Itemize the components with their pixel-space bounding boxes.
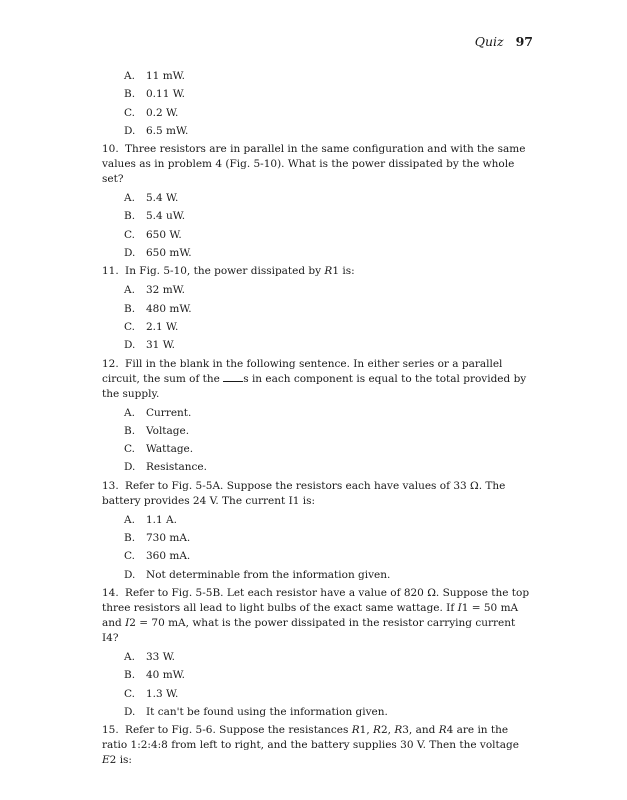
question-14: 14. Refer to Fig. 5-5B. Let each resistor have a value of 820 Ω. Suppose the top three resistors all lead to light bulbs of the exact same wattage. If I1 = 50 mA and I2 = 70 mA, what is the power dissipated in the resistor carrying current I4? <box>102 586 530 644</box>
option: A. 11 mW. <box>124 70 185 82</box>
option: A. 32 mW. <box>124 284 185 297</box>
option: D. 6.5 mW. <box>124 124 189 137</box>
option: D. 31 W. <box>124 339 175 352</box>
option: B. 40 mW. <box>124 669 185 682</box>
question-10: 10. Three resistors are in parallel in the same configuration and with the same values as in problem 4 (Fig. 5-10). What is the power dissipated by the whole set? <box>102 143 526 186</box>
option: A. Current. <box>124 406 192 419</box>
option: A. 1.1 A. <box>124 513 177 526</box>
fill-in-blank <box>223 372 243 382</box>
option: A. 33 W. <box>124 650 175 663</box>
option: C. 0.2 W. <box>124 106 179 119</box>
option: B. Voltage. <box>124 424 190 437</box>
option: C. 1.3 W. <box>124 687 179 700</box>
option: D. Not determinable from the information given. <box>124 568 391 581</box>
option: B. 0.11 W. <box>124 88 186 101</box>
option: D. Resistance. <box>124 461 207 474</box>
option: B. 480 mW. <box>124 302 192 315</box>
question-11: 11. In Fig. 5-10, the power dissipated by R1 is: <box>102 265 355 278</box>
question-13: 13. Refer to Fig. 5-5A. Suppose the resistors each have values of 33 Ω. The battery provides 24 V. The current I1 is: <box>102 479 506 507</box>
option: B. 730 mA. <box>124 532 191 545</box>
option: C. 360 mA. <box>124 550 191 563</box>
option: B. 5.4 uW. <box>124 210 186 223</box>
question-15: 15. Refer to Fig. 5-6. Suppose the resistances R1, R2, R3, and R4 are in the ratio 1:2:4:8 from left to right, and the battery supplies 30 V. Then the voltage E2 is: <box>102 724 519 767</box>
running-header <box>475 34 533 49</box>
option: C. 2.1 W. <box>124 320 179 333</box>
option: D. It can't be found using the information given. <box>124 705 388 718</box>
option: A. 5.4 W. <box>124 192 179 205</box>
header-title: Quiz <box>474 34 504 49</box>
option: C. Wattage. <box>124 443 194 456</box>
quiz-content <box>102 69 532 772</box>
page-number: 97 <box>515 34 533 49</box>
question-12: 12. Fill in the blank in the following sentence. In either series or a parallel circuit, the sum of the s in each component is equal to the total provided by the supply. <box>102 357 527 400</box>
option: C. 650 W. <box>124 228 182 241</box>
option: D. 650 mW. <box>124 247 192 260</box>
